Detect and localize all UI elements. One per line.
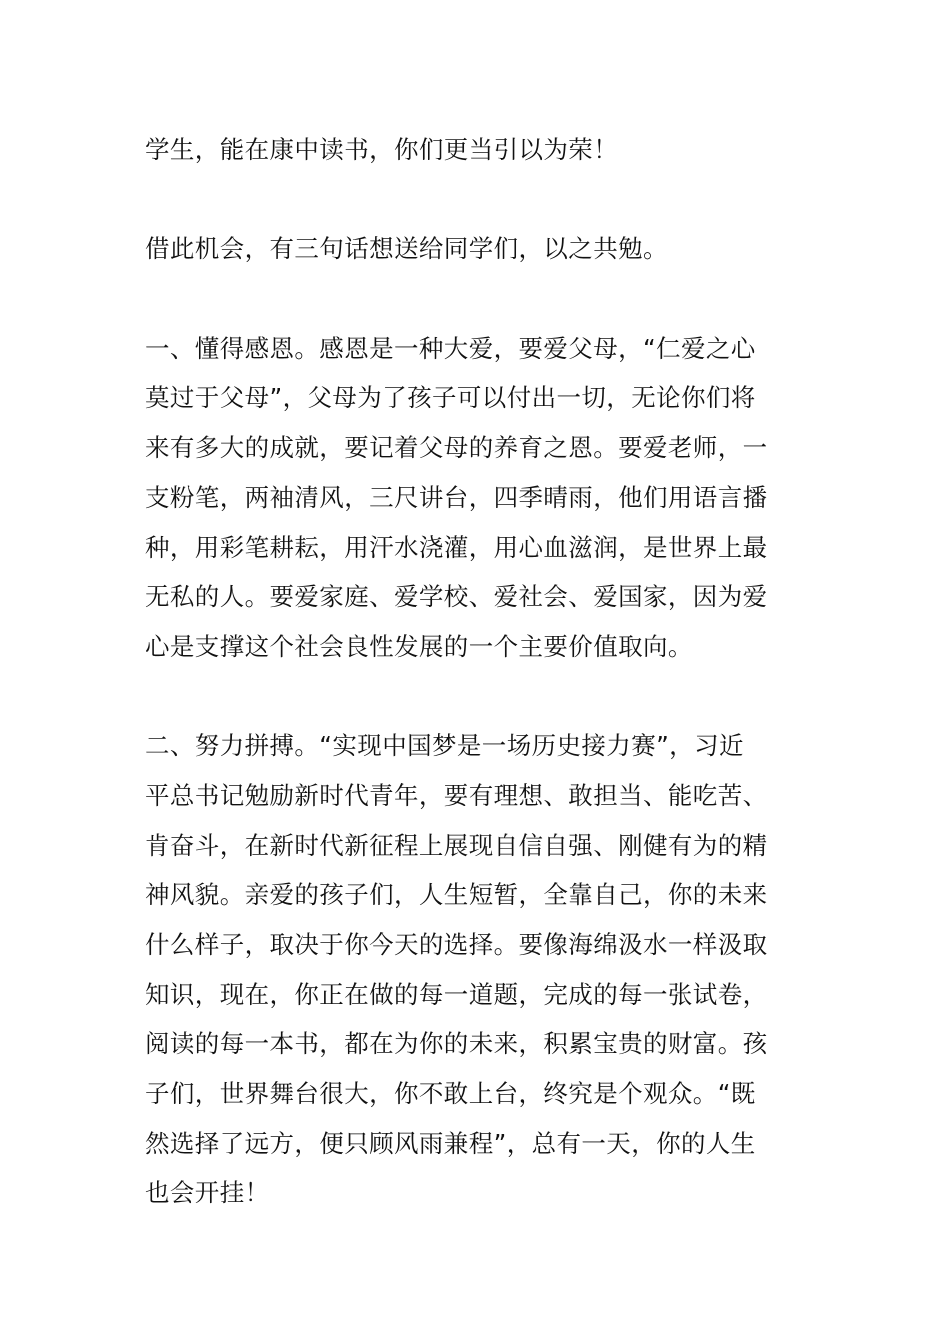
text-line: 平总书记勉励新时代青年，要有理想、敢担当、能吃苦、	[145, 780, 768, 810]
text-line: 什么样子，取决于你今天的选择。要像海绵汲水一样汲取	[145, 930, 768, 959]
text-line: 来有多大的成就，要记着父母的养育之恩。要爱老师，一	[145, 433, 768, 463]
paragraph-striving	[145, 721, 815, 1218]
text-line: 支粉笔，两袖清风，三尺讲台，四季晴雨，他们用语言播	[145, 482, 768, 512]
paragraph-gratitude	[145, 324, 815, 672]
text-line: 借此机会，有三句话想送给同学们，以之共勉。	[145, 234, 668, 264]
text-line: 然选择了远方，便只顾风雨兼程”，总有一天，你的人生	[145, 1128, 756, 1158]
text-line: 知识，现在，你正在做的每一道题，完成的每一张试卷，	[145, 979, 768, 1009]
paragraph-closing-line	[145, 125, 815, 175]
text-line: 莫过于父母”，父母为了孩子可以付出一切，无论你们将	[145, 383, 756, 413]
paragraph-intro	[145, 224, 815, 274]
text-line: 一、懂得感恩。感恩是一种大爱，要爱父母，“仁爱之心	[145, 333, 756, 363]
text-line: 子们，世界舞台很大，你不敢上台，终究是个观众。“既	[145, 1079, 756, 1109]
text-line: 肯奋斗，在新时代新征程上展现自信自强、刚健有为的精	[145, 830, 768, 860]
text-line: 种，用彩笔耕耘，用汗水浇灌，用心血滋润，是世界上最	[145, 532, 768, 562]
text-line: 心是支撑这个社会良性发展的一个主要价值取向。	[145, 631, 693, 661]
text-line: 阅读的每一本书，都在为你的未来，积累宝贵的财富。孩	[145, 1029, 768, 1059]
text-line: 二、努力拼搏。“实现中国梦是一场历史接力赛”，习近	[145, 731, 744, 761]
text-line: 无私的人。要爱家庭、爱学校、爱社会、爱国家，因为爱	[145, 582, 768, 612]
text-line: 学生，能在康中读书，你们更当引以为荣！	[145, 135, 619, 164]
text-line: 也会开挂！	[145, 1178, 270, 1208]
document-body	[145, 125, 815, 1268]
text-line: 神风貌。亲爱的孩子们，人生短暂，全靠自己，你的未来	[145, 880, 768, 910]
